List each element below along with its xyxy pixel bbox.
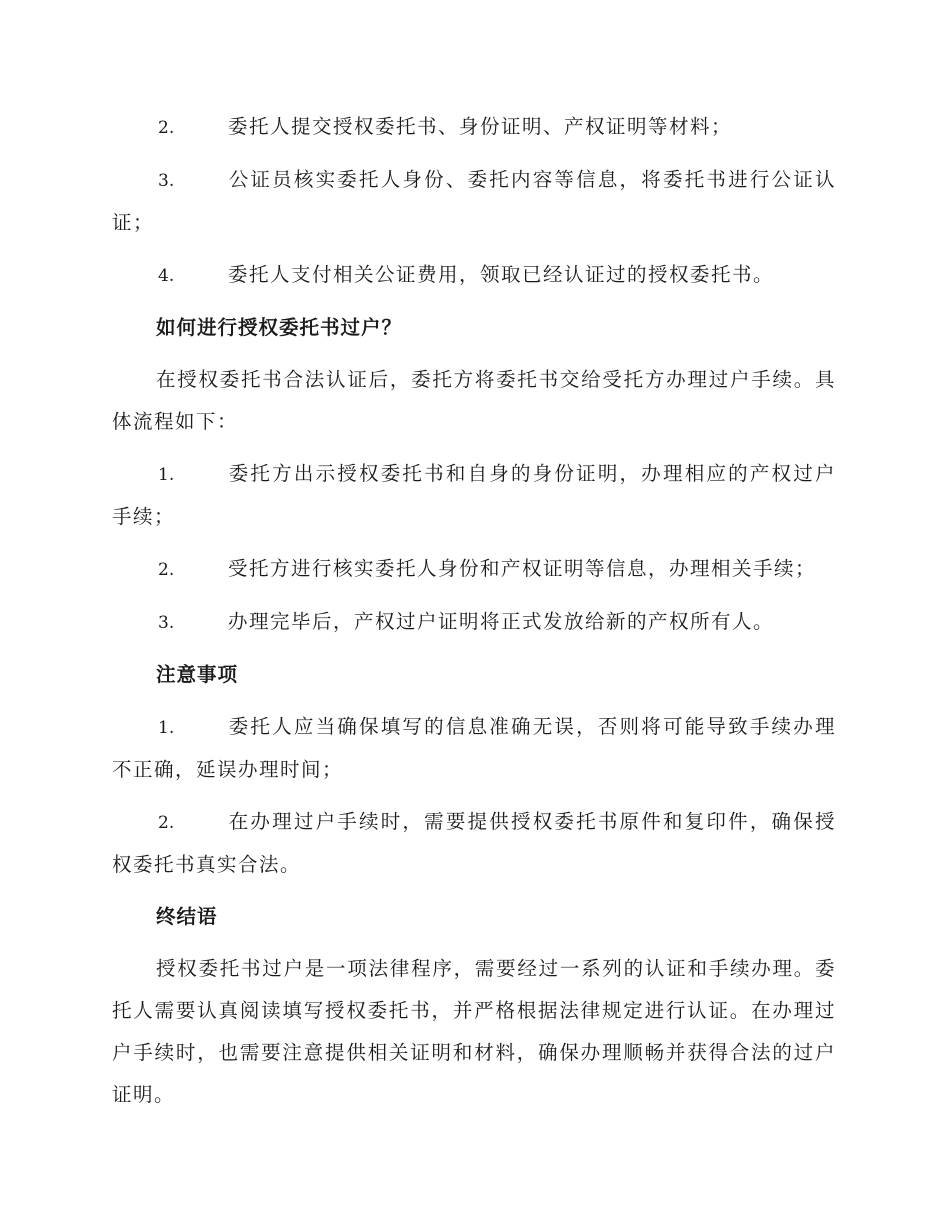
section-heading-notes: 注意事项 — [156, 663, 239, 686]
document-page — [112, 106, 836, 1126]
transfer-intro-paragraph: 在授权委托书合法认证后，委托方将委托书交给受托方办理过户手续。具体流程如下： — [112, 368, 836, 433]
section-heading-conclusion: 终结语 — [156, 905, 218, 928]
list-item — [112, 254, 836, 297]
list-number: 4. — [158, 266, 175, 286]
list-number: 1. — [158, 465, 175, 485]
list-text: 在办理过户手续时，需要提供授权委托书原件和复印件，确保授权委托书真实合法。 — [112, 810, 836, 876]
list-number: 3. — [158, 613, 175, 633]
list-item — [112, 453, 836, 538]
list-item — [112, 801, 836, 886]
section-heading-transfer: 如何进行授权委托书过户？ — [156, 316, 403, 339]
list-item — [112, 601, 836, 644]
list-item — [112, 548, 836, 591]
list-text: 办理完毕后，产权过户证明将正式发放给新的产权所有人。 — [228, 610, 775, 633]
list-number: 3. — [158, 171, 175, 191]
list-text: 委托人应当确保填写的信息准确无误，否则将可能导致手续办理不正确，延误办理时间； — [112, 715, 836, 781]
list-number: 2. — [158, 118, 175, 138]
list-text: 受托方进行核实委托人身份和产权证明等信息，办理相关手续； — [228, 557, 817, 580]
list-text: 委托方出示授权委托书和自身的身份证明，办理相应的产权过户手续； — [112, 462, 836, 528]
list-text: 委托人提交授权委托书、身份证明、产权证明等材料； — [228, 115, 733, 138]
conclusion-paragraph: 授权委托书过户是一项法律程序，需要经过一系列的认证和手续办理。委托人需要认真阅读填写授权委托书，并严格根据法律规定进行认证。在办理过户手续时，也需要注意提供相关证明和材料，确保办理顺畅并获得合法的过户证明。 — [112, 957, 836, 1106]
list-item — [112, 106, 836, 149]
list-item — [112, 159, 836, 244]
list-item — [112, 706, 836, 791]
list-text: 公证员核实委托人身份、委托内容等信息，将委托书进行公证认证； — [112, 168, 836, 234]
list-number: 1. — [158, 718, 175, 738]
list-text: 委托人支付相关公证费用，领取已经认证过的授权委托书。 — [228, 263, 775, 286]
list-number: 2. — [158, 560, 175, 580]
list-number: 2. — [158, 813, 175, 833]
